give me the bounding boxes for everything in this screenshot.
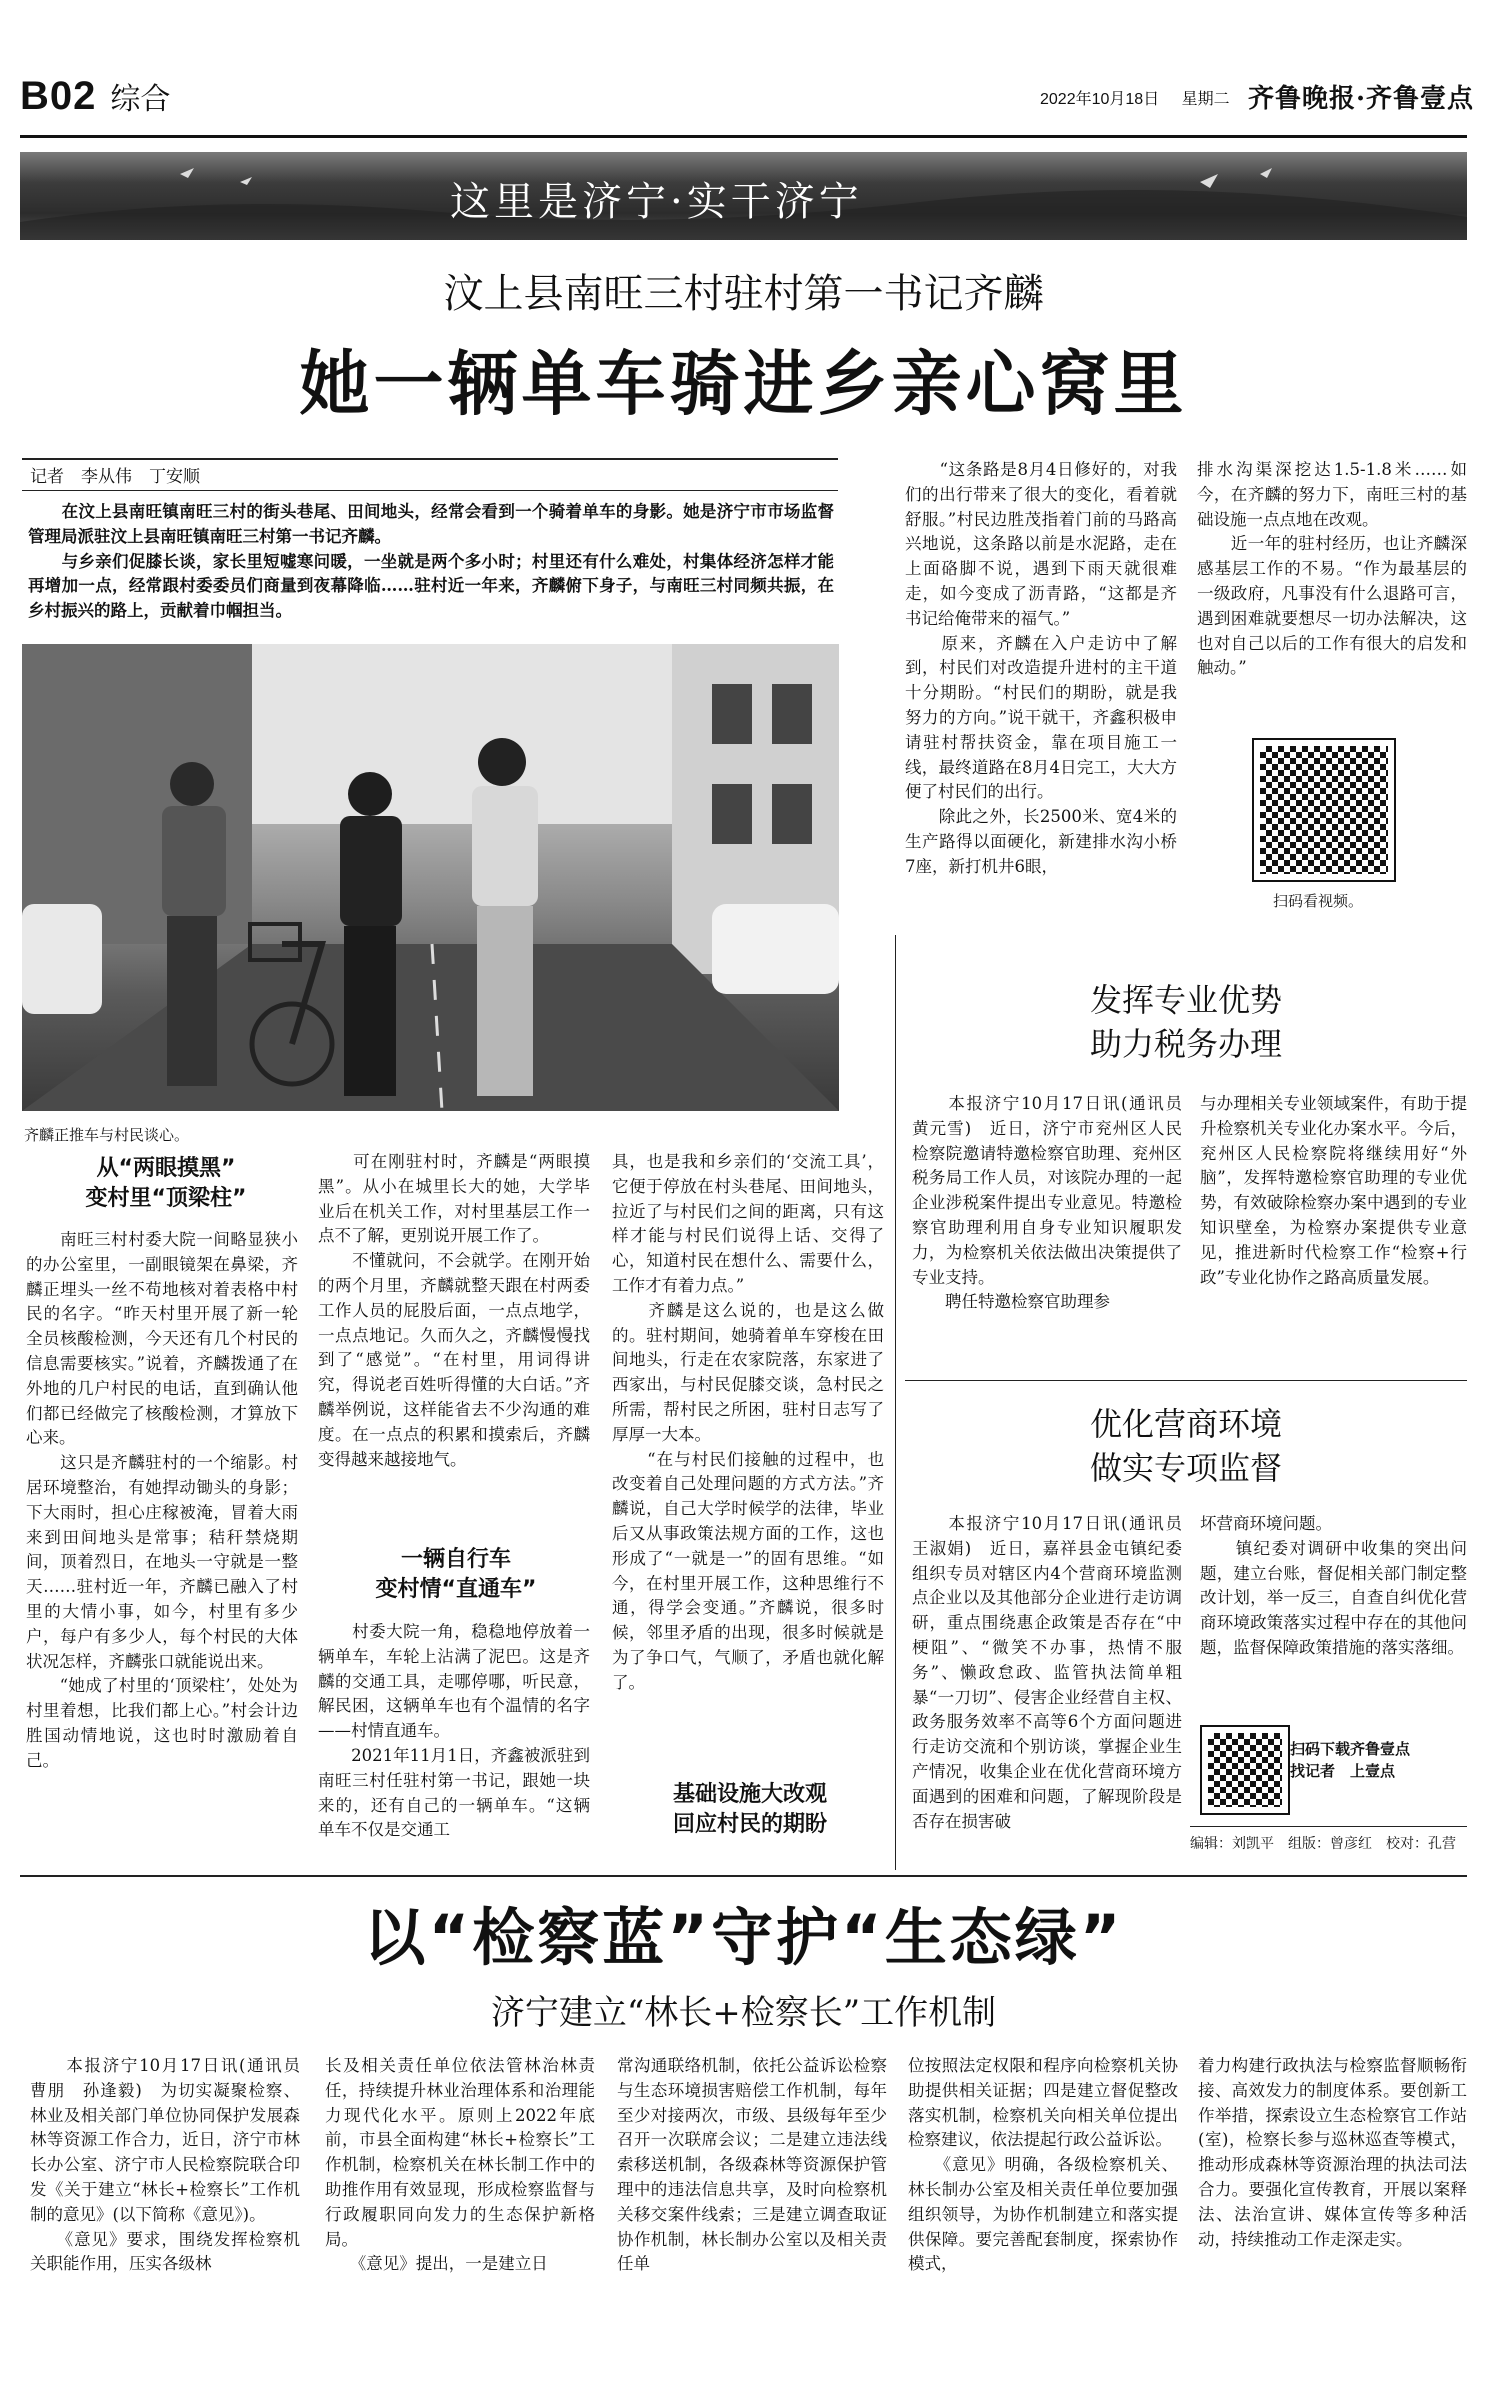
bottom-subheadline: 济宁建立“林长+检察长”工作机制: [490, 1993, 997, 2033]
bottom-col1: 本报济宁10月17日讯(通讯员 曹朋 孙逢毅) 为切实凝聚检察、林业及相关部门单位协同保护发展森林等资源工作合力，近日，济宁市林长办公室、济宁市人民检察院联合印发《关于建立“林长+检察长”工作机制的意见》(以下简称《意见》)。 《意见》要求，围绕发挥检察机关职能作用，压实各级林: [30, 2056, 300, 2274]
lead-kicker: 汶上县南旺三村驻村第一书记齐麟: [443, 271, 1044, 317]
section-name: 综合: [110, 83, 171, 116]
tax-col-a: 本报济宁10月17日讯(通讯员 黄元雪) 近日，济宁市兖州区人民检察院邀请特邀检察官助理、兖州区税务局工作人员，对该院办理的一起企业涉税案件提出专业意见。特邀检察官助理利用自身专业知识履职发力，为检察机关依法做出决策提供了专业支持。 聘任特邀检察官助理参: [912, 1094, 1182, 1312]
bottom-col5: 着力构建行政执法与检察监督顺畅衔接、高效发力的制度体系。要创新工作举措，探索设立生态检察官工作站(室)，检察长参与巡林巡查等模式，推动形成森林等资源治理的执法司法合力。要强化宣传教育，开展以案释法、法治宣讲、媒体宣传等多种活动，持续推动工作走深走实。: [1198, 2056, 1467, 2249]
column-divider: [895, 935, 896, 1870]
bottom-section-rule: [20, 1875, 1467, 1877]
editors-rule: [1190, 1826, 1467, 1827]
tax-col-b: 与办理相关专业领域案件，有助于提升检察机关专业化办案水平。今后，兖州区人民检察院将继续用好“外脑”，发挥特邀检察官助理的专业优势，有效破除检察办案中遇到的专业知识壁垒，为检察办案提供专业意见，推进新时代检察工作“检察+行政”专业化协作之路高质量发展。: [1200, 1094, 1467, 1287]
article-divider: [905, 1380, 1467, 1381]
col1-text: 南旺三村村委大院一间略显狭小的办公室里，一副眼镜架在鼻梁，齐麟正埋头一丝不苟地核对着表格中村民的名字。“昨天村里开展了新一轮全员核酸检测，今天还有几个村民的信息需要核实。”说着，齐麟拨通了在外地的几户村民的电话，直到确认他们都已经做完了核酸检测，才算放下心来。 这只是齐麟驻村的一个缩影。村居环境整治，有她捍动锄头的身影；下大雨时，担心庄稼被淹，冒着大雨来到田间地头是常事；秸秆禁烧期间，顶着烈日，在地头一守就是一整天……驻村近一年，齐麟已融入了村里的大情小事，如今，村里有多少户，每户有多少人，每个村民的大体状况怎样，齐麟张口就能说出来。 “她成了村里的‘顶梁柱’，处处为村里着想，比我们都上心。”村会计边胜国动情地说，这也时时激励着自己。: [26, 1230, 298, 1770]
editor-credits: 编辑：刘凯平 组版：曾彦红 校对：孔营: [1190, 1836, 1456, 1852]
business-col-a: 本报济宁10月17日讯(通讯员 王淑娟) 近日，嘉祥县金屯镇纪委组织专员对辖区内4个营商环境监测点企业以及其他部分企业进行走访调研，重点围绕惠企政策是否存在“中梗阻”、“微笑不办事，热情不服务”、懒政怠政、监管执法简单粗暴“一刀切”、侵害企业经营自主权、政务服务效率不高等6个方面问题进行走访交流和个别访谈，掌握企业生产情况，收集企业在优化营商环境方面遇到的困难和问题，了解现阶段是否存在损害破: [912, 1514, 1199, 1831]
bottom-headline: 以“检察蓝”守护“生态绿”: [363, 1901, 1124, 1974]
business-col-b: 坏营商环境问题。 镇纪委对调研中收集的突出问题，建立台账，督促相关部门制定整改计划，举一反三，自查自纠优化营商环境政策落实过程中存在的其他问题，监督保障政策措施的落实落细。: [1200, 1514, 1467, 1657]
paper-logo: 齐鲁晚报·齐鲁壹点: [1248, 84, 1475, 114]
col3-text: 具，也是我和乡亲们的‘交流工具’，它便于停放在村头巷尾、田间地头，拉近了与村民们之间的距离，只有这样才能与村民们说得上话、交得了心，知道村民在想什么、需要什么，工作才有着力点。” 齐麟是这么说的，也是这么做的。驻村期间，她骑着单车穿梭在田间地头，行走在农家院落，东家进了西家出，与村民促膝交谈，急村民之所需，帮村民之所困，驻村日志写了厚厚一大本。 “在与村民们接触的过程中，也改变着自己处理问题的方式方法。”齐麟说，自己大学时候学的法律，毕业后又从事政策法规方面的工作，这也形成了“一就是一”的固有思维。“如今，在村里开展工作，这种思维行不通，得学会变通。”齐麟说，很多时候，邻里矛盾的出现，很多时候就是为了争口气，气顺了，矛盾也就化解了。: [612, 1152, 884, 1692]
app-qr-caption: 扫码下载齐鲁壹点 找记者 上壹点: [1290, 1740, 1411, 1780]
business-headline: 优化营商环境 做实专项监督: [1089, 1405, 1282, 1487]
banner-slogan: 这里是济宁·实干济宁: [450, 179, 863, 225]
app-download-qr-code[interactable]: [1202, 1727, 1288, 1813]
issue-date-line: [1040, 86, 1230, 109]
section-code: B02: [20, 74, 97, 118]
photo-caption: 齐麟正推车与村民谈心。: [24, 1126, 190, 1144]
bottom-col4: 位按照法定权限和程序向检察机关协助提供相关证据；四是建立督促整改落实机制，检察机关向相关单位提出检察建议，依法提起行政公益诉讼。 《意见》明确，各级检察机关、林长制办公室及相关责任单位要加强组织领导，为协作机制建立和落实提供保障。要完善配套制度，探索协作模式，: [908, 2056, 1178, 2274]
col2-subhead: 一辆自行车 变村情“直通车”: [375, 1547, 537, 1602]
lead-intro: 在汶上县南旺镇南旺三村的街头巷尾、田间地头，经常会看到一个骑着单车的身影。她是济宁市市场监督管理局派驻汶上县南旺镇南旺三村第一书记齐麟。 与乡亲们促膝长谈，家长里短嘘寒问暖，一坐就是两个多小时；村里还有什么难处，村集体经济怎样才能再增加一点，经常跟村委委员们商量到夜幕降临……驻村近一年来，齐麟俯下身子，与南旺三村同频共振，在乡村振兴的路上，贡献着巾帼担当。: [28, 502, 834, 621]
video-qr-caption: 扫码看视频。: [1272, 892, 1363, 910]
col1-subhead: 从“两眼摸黑” 变村里“顶梁柱”: [85, 1156, 247, 1211]
col2-text-a: 可在刚驻村时，齐麟是“两眼摸黑”。从小在城里长大的她，大学毕业后在机关工作，对村里基层工作一点不了解，更别说开展工作了。 不懂就问，不会就学。在刚开始的两个月里，齐麟就整天跟在村两委工作人员的屁股后面，一点点地学，一点点地记。久而久之，齐麟慢慢找到了“感觉”。“在村里，用词得讲究，得说老百姓听得懂的大白话。”齐麟举例说，这样能省去不少沟通的难度。在一点点的积累和摸索后，齐麟变得越来越接地气。: [318, 1152, 590, 1469]
tax-headline: 发挥专业优势 助力税务办理: [1089, 981, 1282, 1063]
lead-photo: [22, 644, 839, 1111]
issue-weekday: 星期二: [1181, 91, 1230, 108]
bottom-col3: 常沟通联络机制，依托公益诉讼检察与生态环境损害赔偿工作机制，每年至少对接两次，市级、县级每年至少召开一次联席会议；二是建立违法线索移送机制，各级森林等资源保护管理中的违法信息共享，及时向检察机关移交案件线索；三是建立调查取证协作机制，林长制办公室以及相关责任单: [617, 2056, 887, 2274]
col2-text-b: 村委大院一角，稳稳地停放着一辆单车，车轮上沾满了泥巴。这是齐麟的交通工具，走哪停哪，听民意，解民困，这辆单车也有个温情的名字——村情直通车。 2021年11月1日，齐鑫被派驻到南旺三村任驻村第一书记，跟她一块来的，还有自己的一辆单车。“这辆单车不仅是交通工: [318, 1622, 590, 1840]
lead-byline: 记者 李从伟 丁安顺: [30, 467, 200, 487]
section-header: [20, 74, 170, 119]
lead-headline: 她一辆单车骑进乡亲心窝里: [299, 343, 1188, 425]
byline-rule-bottom: [22, 490, 838, 491]
byline-rule: [22, 458, 838, 460]
col4-text: “这条路是8月4日修好的，对我们的出行带来了很大的变化，看着就舒服。”村民边胜茂指着门前的马路高兴地说，这条路以前是水泥路，走在上面硌脚不说，遇到下雨天就很难走，如今变成了沥青路，“这都是齐书记给俺带来的福气。” 原来，齐麟在入户走访中了解到，村民们对改造提升进村的主干道十分期盼。“村民们的期盼，就是我努力的方向。”说干就干，齐鑫积极申请驻村帮扶资金，靠在项目施工一线，最终道路在8月4日完工，大大方便了村民们的出行。 除此之外，长2500米、宽4米的生产路得以面硬化，新建排水沟小桥7座，新打机井6眼，: [905, 460, 1177, 876]
top-rule: [20, 135, 1467, 138]
column-banner: [20, 152, 1467, 240]
col3-subhead: 基础设施大改观 回应村民的期盼: [672, 1782, 827, 1837]
col5-text: 排水沟渠深挖达1.5-1.8米……如今，在齐麟的努力下，南旺三村的基础设施一点点地在改观。 近一年的驻村经历，也让齐麟深感基层工作的不易。“作为最基层的一级政府，凡事没有什么退路可言，遇到困难就要想尽一切办法解决，这也对自己以后的工作有很大的启发和触动。”: [1197, 460, 1467, 678]
issue-date: 2022年10月18日: [1040, 91, 1160, 108]
bottom-col2: 长及相关责任单位依法管林治林责任，持续提升林业治理体系和治理能力现代化水平。原则上2022年底前，市县全面构建“林长+检察长”工作机制，检察机关在林长制工作中的助推作用有效显现，形成检察监督与行政履职同向发力的生态保护新格局。 《意见》提出，一是建立日: [325, 2056, 595, 2274]
street-scene-image: [22, 644, 839, 1111]
video-qr-code[interactable]: [1254, 740, 1394, 880]
